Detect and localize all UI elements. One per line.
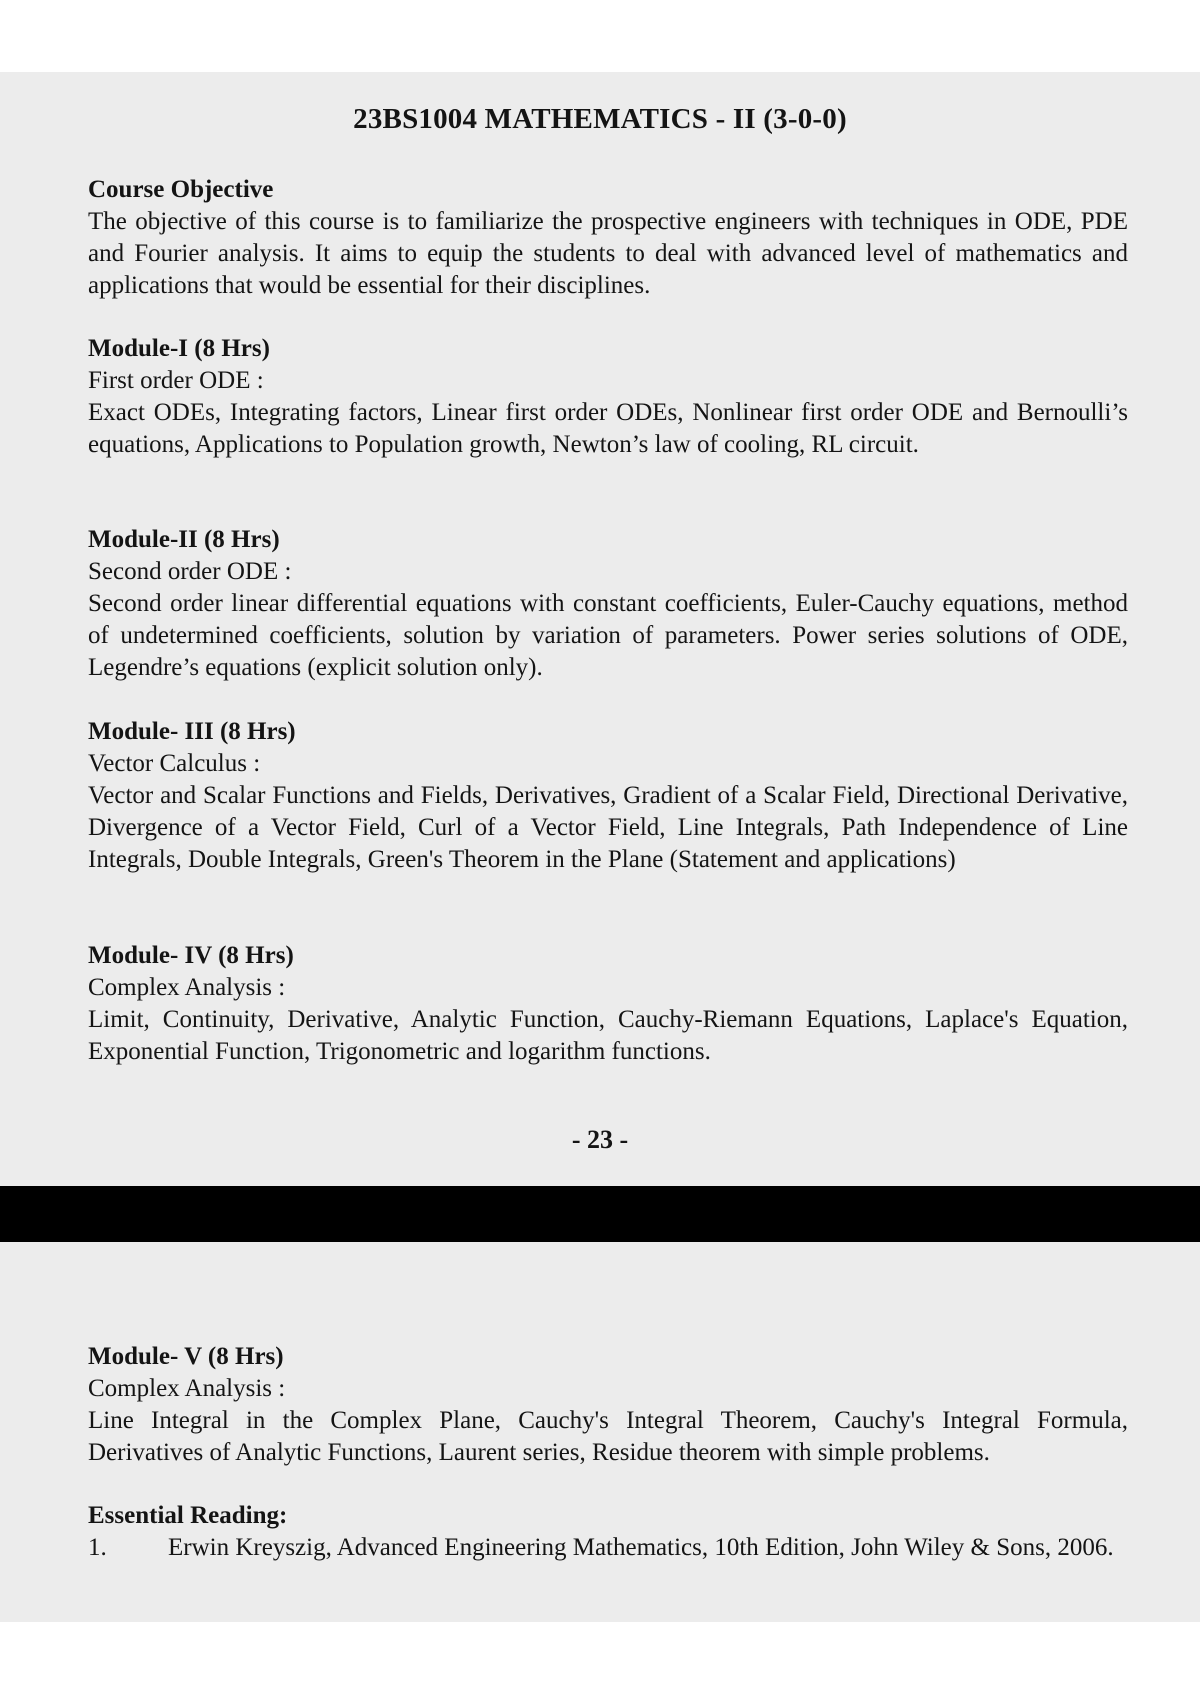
- page-separator: [0, 1186, 1200, 1242]
- reference-text: Erwin Kreyszig, Advanced Engineering Mathematics, 10th Edition, John Wiley & Sons, 2006.: [168, 1534, 1114, 1561]
- module-5-content: Line Integral in the Complex Plane, Cauchy's Integral Theorem, Cauchy's Integral Formula, Derivatives of Analytic Functions, Laurent series, Residue theorem with simple problems.: [88, 1407, 1128, 1466]
- module-1-section: [88, 333, 1128, 461]
- course-objective-heading: Course Objective: [88, 176, 274, 203]
- module-1-content: Exact ODEs, Integrating factors, Linear first order ODEs, Nonlinear first order ODE and Bernoulli’s equations, Applications to Population growth, Newton’s law of cooling, RL circuit.: [88, 399, 1128, 458]
- module-4-section: [88, 940, 1128, 1068]
- module-1-heading: Module-I (8 Hrs): [88, 335, 270, 362]
- module-3-section: [88, 716, 1128, 876]
- essential-reading-section: [88, 1500, 1128, 1564]
- course-objective-section: [88, 174, 1128, 302]
- module-2-heading: Module-II (8 Hrs): [88, 526, 280, 553]
- module-4-content: Limit, Continuity, Derivative, Analytic Function, Cauchy-Riemann Equations, Laplace's Equation, Exponential Function, Trigonometric and logarithm functions.: [88, 1006, 1128, 1065]
- module-5-heading: Module- V (8 Hrs): [88, 1343, 284, 1370]
- module-2-content: Second order linear differential equations with constant coefficients, Euler-Cauchy equations, method of undetermined coefficients, solution by variation of parameters. Power series solutions of ODE, Legendre’s equations (explicit solution only).: [88, 590, 1128, 681]
- module-3-content: Vector and Scalar Functions and Fields, Derivatives, Gradient of a Scalar Field, Directional Derivative, Divergence of a Vector Field, Curl of a Vector Field, Line Integrals, Path Independence of Line Integrals, Double Integrals, Green's Theorem in the Plane (Statement and applications): [88, 782, 1128, 873]
- module-3-heading: Module- III (8 Hrs): [88, 718, 296, 745]
- module-2-section: [88, 524, 1128, 684]
- course-objective-text: The objective of this course is to familiarize the prospective engineers with techniques in ODE, PDE and Fourier analysis. It aims to equip the students to deal with advanced level of mathematics and applications that would be essential for their disciplines.: [88, 208, 1128, 299]
- module-4-heading: Module- IV (8 Hrs): [88, 942, 294, 969]
- module-5-section: [88, 1341, 1128, 1469]
- module-4-topic: Complex Analysis :: [88, 974, 286, 1001]
- module-1-topic: First order ODE :: [88, 367, 264, 394]
- reference-item: [88, 1532, 1128, 1564]
- module-3-topic: Vector Calculus :: [88, 750, 261, 777]
- module-5-topic: Complex Analysis :: [88, 1375, 286, 1402]
- reference-number: 1.: [88, 1534, 107, 1561]
- module-2-topic: Second order ODE :: [88, 558, 292, 585]
- essential-reading-heading: Essential Reading:: [88, 1502, 288, 1529]
- page-number: - 23 -: [571, 1125, 629, 1154]
- course-title: 23BS1004 MATHEMATICS - II (3-0-0): [353, 103, 847, 135]
